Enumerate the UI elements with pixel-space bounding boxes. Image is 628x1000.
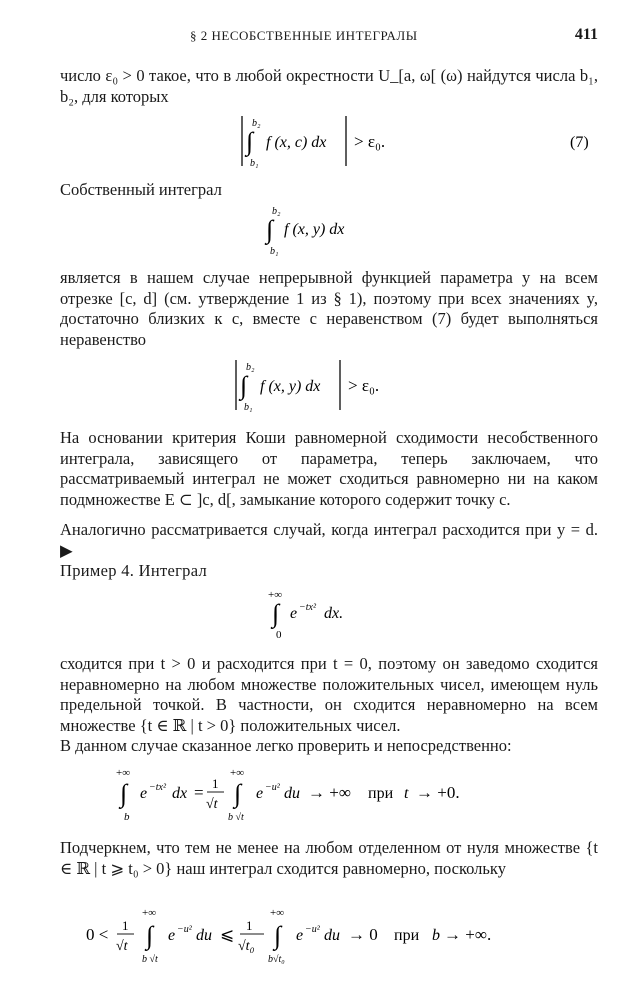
svg-text:при: при (394, 927, 420, 944)
svg-text:→ +∞.: → +∞. (444, 925, 492, 944)
paragraph-1-text: число ε₀ > 0 такое, что в любой окрестности U_[a, ω[ (ω) найдутся числа b₁, b₂, для которых (60, 66, 598, 106)
equation-example-4 (264, 584, 384, 642)
svg-text:при: при (368, 785, 394, 802)
svg-text:f (x, y) dx: f (x, y) dx (260, 378, 321, 395)
paragraph-1 (60, 66, 598, 107)
svg-text:∫: ∫ (120, 779, 128, 808)
equation-direct-check (110, 760, 550, 828)
svg-text:+∞: +∞ (230, 767, 245, 779)
svg-text:⩽: ⩽ (220, 925, 235, 944)
svg-text:+∞: +∞ (116, 767, 131, 779)
svg-text:du: du (284, 785, 300, 802)
paragraph-5-text: Аналогично рассматривается случай, когда интеграл расходится при y = d. ▶ (60, 520, 598, 560)
svg-text:f (x, y) dx: f (x, y) dx (284, 221, 345, 238)
paragraph-6-text: Пример 4. Интеграл (60, 561, 208, 580)
svg-text:du: du (196, 927, 212, 944)
svg-text:∫: ∫ (266, 215, 274, 244)
svg-text:> ε₀.: > ε₀. (354, 132, 386, 151)
equation-inequality (228, 356, 428, 414)
svg-text:−u²: −u² (305, 924, 320, 935)
svg-text:1: 1 (122, 918, 129, 933)
svg-text:√t₀: √t₀ (238, 939, 255, 954)
svg-text:−tx²: −tx² (149, 782, 166, 793)
svg-text:b₂: b₂ (252, 118, 261, 129)
svg-text:b₁: b₁ (244, 402, 253, 413)
svg-text:dx: dx (172, 785, 188, 802)
paragraph-3-text: является в нашем случае непрерывной функцией параметра y на всем отрезке [c, d] (см. утверждение 1 из § 1), поэтому при всех значениях y, достаточно близких к c, вместе с неравенством (7) будет выполняться неравенство (60, 268, 598, 349)
page-header (60, 26, 602, 46)
svg-text:+∞: +∞ (270, 907, 285, 919)
svg-text:1: 1 (212, 776, 219, 791)
paragraph-7-text: сходится при t > 0 и расходится при t = 0, поэтому он заведомо сходится неравномерно на любом множестве положительных чисел, имеющем нуль предельной точкой. В частности, он сходится неравномерно на всем множестве {t ∈ ℝ | t > 0} положительных чисел. (60, 654, 598, 735)
paragraph-8 (60, 736, 598, 757)
svg-text:t: t (404, 785, 409, 802)
svg-text:dx.: dx. (324, 605, 344, 622)
svg-text:b√t₀: b√t₀ (268, 954, 285, 965)
svg-text:1: 1 (246, 918, 253, 933)
svg-text:b₂: b₂ (272, 206, 281, 217)
svg-text:e: e (140, 785, 148, 802)
svg-text:∫: ∫ (274, 921, 282, 950)
svg-text:b₁: b₁ (250, 158, 259, 169)
svg-text:b: b (432, 927, 440, 944)
svg-text:−tx²: −tx² (299, 602, 316, 613)
svg-text:0: 0 (276, 629, 282, 641)
paragraph-4-text: На основании критерия Коши равномерной сходимости несобственного интеграла, зависящего от параметра, теперь заключаем, что рассматриваемый интеграл не может сходиться равномерно ни на каком подмножестве E ⊂ ]c, d[, замыкание которого содержит точку c. (60, 428, 598, 509)
equation-7 (230, 112, 598, 170)
paragraph-9 (60, 838, 598, 879)
paragraph-9-text: Подчеркнем, что тем не менее на любом отделенном от нуля множестве {t ∈ ℝ | t ⩾ t₀ > 0} наш интеграл сходится равномерно, поскольку (60, 838, 598, 878)
svg-text:→ +∞: → +∞ (308, 783, 351, 802)
svg-text:−u²: −u² (265, 782, 280, 793)
page-number: 411 (574, 26, 598, 43)
paragraph-4 (60, 428, 598, 510)
equation-proper-integral (262, 200, 392, 256)
running-title: § 2 НЕСОБСТВЕННЫЕ ИНТЕГРАЛЫ (190, 28, 418, 43)
paragraph-5 (60, 520, 598, 561)
svg-text:b₁: b₁ (270, 246, 279, 256)
svg-text:∫: ∫ (146, 921, 154, 950)
svg-text:∫: ∫ (240, 371, 248, 400)
equation-uniform-bound (86, 900, 566, 972)
paragraph-2 (60, 180, 598, 201)
svg-text:√t: √t (206, 797, 218, 812)
svg-text:∫: ∫ (272, 599, 280, 628)
svg-text:f (x, c) dx: f (x, c) dx (266, 134, 327, 151)
svg-text:→ 0: → 0 (348, 925, 378, 944)
paragraph-3 (60, 268, 598, 350)
svg-text:+∞: +∞ (142, 907, 157, 919)
svg-text:e: e (168, 927, 176, 944)
svg-text:e: e (256, 785, 264, 802)
svg-text:e: e (290, 605, 298, 622)
svg-text:b √t: b √t (228, 812, 244, 823)
paragraph-8-text: В данном случае сказанное легко проверить и непосредственно: (60, 736, 512, 755)
svg-text:b₂: b₂ (246, 362, 255, 373)
paragraph-7 (60, 654, 598, 736)
svg-text:∫: ∫ (234, 779, 242, 808)
svg-text:+∞: +∞ (268, 589, 283, 601)
svg-text:0 <: 0 < (86, 925, 109, 944)
svg-text:b: b (124, 811, 130, 823)
svg-text:→ +0.: → +0. (416, 783, 460, 802)
svg-text:=: = (194, 783, 204, 802)
svg-text:b √t: b √t (142, 954, 158, 965)
svg-text:du: du (324, 927, 340, 944)
svg-text:∫: ∫ (246, 127, 254, 156)
svg-text:−u²: −u² (177, 924, 192, 935)
paragraph-6 (60, 561, 598, 582)
svg-text:e: e (296, 927, 304, 944)
svg-text:√t: √t (116, 939, 128, 954)
equation-7-label: (7) (570, 134, 589, 151)
paragraph-2-text: Собственный интеграл (60, 180, 222, 199)
svg-text:> ε₀.: > ε₀. (348, 376, 380, 395)
